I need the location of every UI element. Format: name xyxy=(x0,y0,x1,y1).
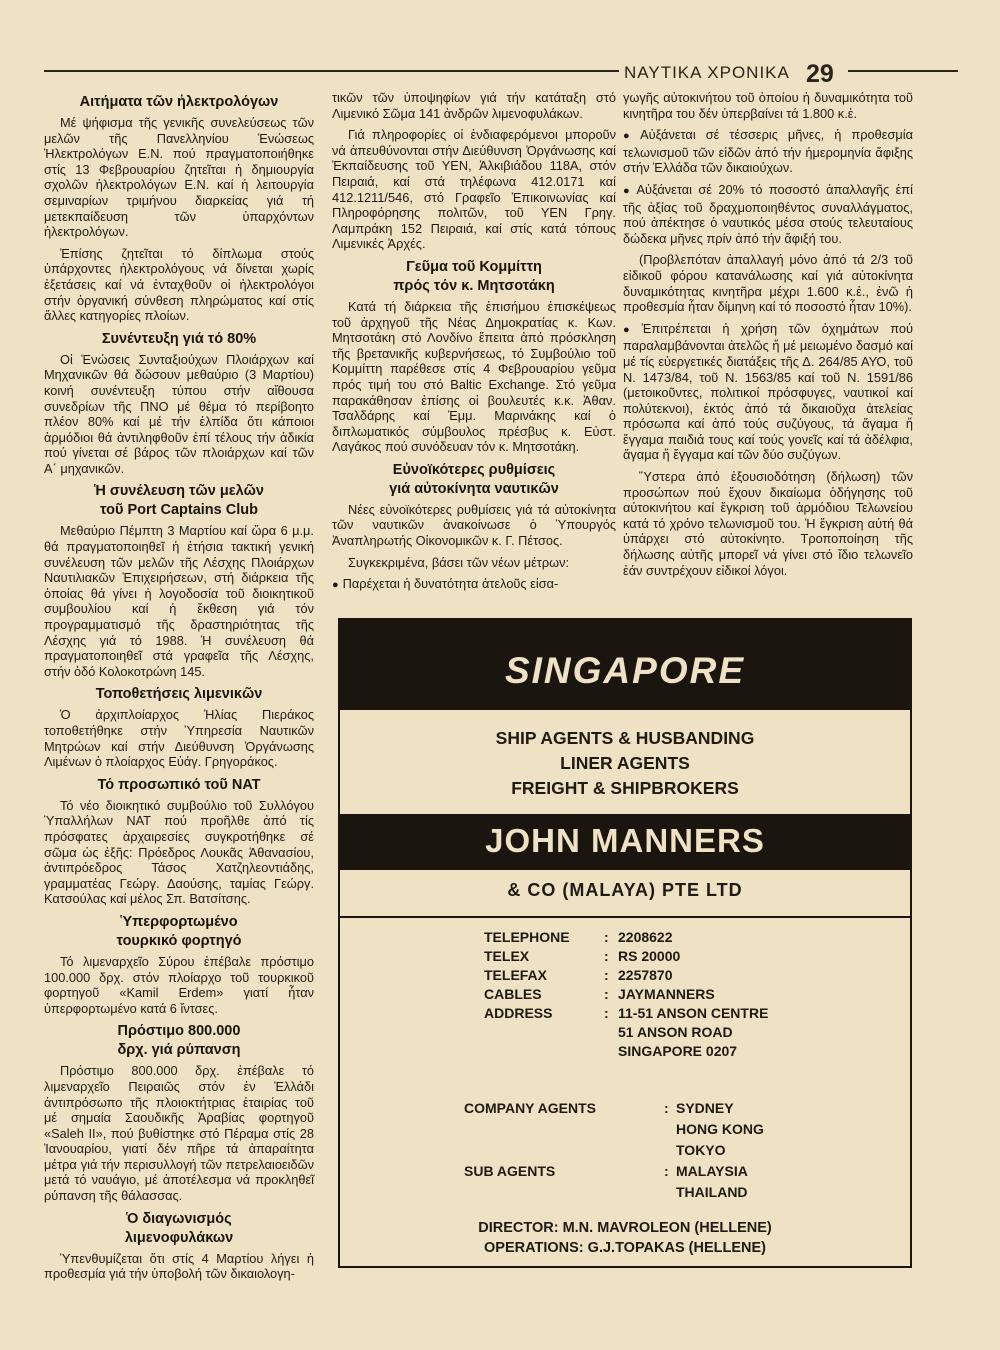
heading-line: λιμενοφυλάκων xyxy=(124,1229,234,1246)
ad-service-line: LINER AGENTS xyxy=(560,753,690,773)
agents-colon: : xyxy=(664,1163,669,1179)
paragraph: Μέ ψήφισμα τῆς γενικῆς συνελεύσεως τῶν μελῶν τῆς Πανελληνίου Ἑνώσεως Ἡλεκτρολόγων Ε.Ν. πού πραγματοποιήθηκε στίς 13 Φεβρουαρίου ζητεῖται ἡ δημιουργία σχολῶν ἠλεκτρολόγων Ε.Ν. καί ἡ λειτουργία σεμιναρίων τριμήνου διαρκείας γιά τή μετεκπαίδευση τῶν ὑπαρχόντων ἠλεκτρολόγων. xyxy=(44,115,314,240)
heading-line: πρός τόν κ. Μητσοτάκη xyxy=(393,277,555,294)
contact-colon: : xyxy=(604,986,609,1002)
agents-colon: : xyxy=(664,1100,669,1116)
agent-location: HONG KONG xyxy=(676,1121,764,1137)
bullet-paragraph xyxy=(623,127,913,176)
contact-row xyxy=(484,928,818,947)
contact-label: TELEPHONE xyxy=(484,929,570,945)
heading-line: Πρόστιμο 800.000 xyxy=(117,1023,241,1040)
contact-row xyxy=(484,985,818,1004)
heading-electricians: Αιτήματα τῶν ἠλεκτρολόγων xyxy=(79,94,279,110)
heading-guards-competition xyxy=(44,1210,314,1248)
bullet-icon: ● xyxy=(332,579,339,592)
heading-line: δρχ. γιά ρύπανση xyxy=(117,1042,241,1059)
company-agents-label: COMPANY AGENTS xyxy=(464,1100,596,1116)
heading-port-captains-club xyxy=(44,482,314,520)
ad-company-banner: JOHN MANNERS xyxy=(340,814,910,870)
ad-services xyxy=(340,710,910,814)
heading-line: Ἡ συνέλευση τῶν μελῶν xyxy=(93,483,264,500)
column-1 xyxy=(44,90,314,1288)
column-2 xyxy=(332,90,616,600)
heading-line: τοῦ Port Captains Club xyxy=(100,502,258,519)
contact-value: 2257870 xyxy=(618,967,673,983)
paragraph: Τό λιμεναρχεῖο Σύρου ἐπέβαλε πρόστιμο 100.000 δρχ. στόν πλοίαρχο τοῦ τουρκικοῦ φορτηγοῦ «Kamil Erdem» γιατί ἦταν ὑπερφορτωμένο κατά 6 ἴντσες. xyxy=(44,953,314,1016)
header-rule-right xyxy=(848,70,958,72)
paragraph: γωγῆς αὐτοκινήτου τοῦ ὁποίου ἡ δυναμικότητα τοῦ κινητῆρα του δέν ὑπερβαίνει τά 1.800 κ.ἑ. xyxy=(623,90,913,121)
contact-label: ADDRESS xyxy=(484,1005,553,1021)
paragraph: Συγκεκριμένα, βάσει τῶν νέων μέτρων: xyxy=(348,554,570,570)
paragraph: τικῶν τῶν ὑποψηφίων γιά τήν κατάταξη στό Λιμενικό Σῶμα 141 ἀνδρῶν λιμενοφυλάκων. xyxy=(332,90,616,121)
ad-staff-block xyxy=(340,1218,910,1258)
paragraph: Νέες εὐνοϊκότερες ρυθμίσεις γιά τά αὐτοκίνητα τῶν ναυτικῶν ἀνακοίνωσε ὁ Ὑπουργός Ἀναπληρωτής Οἰκονομικῶν κ. Γ. Πέτσος. xyxy=(332,501,616,549)
bullet-text: Αὐξάνεται σέ 20% τό ποσοστό ἀπαλλαγῆς ἐπί τῆς ἀξίας τοῦ δραχμοποιηθέντος συναλλάγματος, πού ἀπέκτησε ὁ ναυτικός μέσα στούς τελευταίους δώδεκα μῆνες πρίν ἀπό τήν ἄφιξή του. xyxy=(623,181,913,246)
contact-value: 2208622 xyxy=(618,929,673,945)
agents-row xyxy=(464,1140,764,1161)
heading-car-regulations xyxy=(332,461,616,499)
paragraph: Ὕστερα ἀπό ἐξουσιοδότηση (δήλωση) τῶν προσώπων πού ἔχουν δικαίωμα ὁδήγησης τοῦ αὐτοκινήτου καί ἔγκριση τοῦ ἁρμόδιου Τελωνείου κατά τό χρόνο τελωνισμοῦ του. Ἡ ἔγκριση αὐτή θά ὑπάρχει στό αὐτοκίνητο. Τροποποίηση τῆς δήλωσης αὐτῆς μπορεῖ νά γίνει στό ἴδιο τελωνεῖο ἐάν συντρέχουν εἰδικοί λόγοι. xyxy=(623,469,913,578)
agent-location: THAILAND xyxy=(676,1184,748,1200)
bullet-paragraph xyxy=(623,182,913,246)
heading-overloaded-freighter xyxy=(44,913,314,951)
agents-row xyxy=(464,1161,764,1182)
address-line: SINGAPORE 0207 xyxy=(618,1043,738,1059)
bullet-text: Ἐπιτρέπεται ἡ χρήση τῶν ὀχημάτων πού παραλαμβάνονται ἀτελῶς ἤ μέ μειωμένο δασμό καί μέ τίς εὐεργετικές διατάξεις τῆς Δ. 264/85 ΑΥΟ, τοῦ Ν. 1473/84, τοῦ Ν. 1563/85 καί τοῦ Ν. 1591/86 (μετοικοῦντες, πολιτικοί πρόσφυγες, ναυτικοί καί πολύτεκνοι), ἐκτός ἀπό τά δικαιοῦχα ἀτελείας πρόσωπα καί ἀπό τούς συζύγους, τά ἄγαμα ἤ ἔγγαμα παιδιά τους καί τούς γονεῖς καί τά ἀδέλφια, ἄγαμα ἤ ἔγγαμα καί τῶν δύο συζύγων. xyxy=(623,320,913,463)
bullet-text: Αὐξάνεται σέ τέσσερις μῆνες, ἡ προθεσμία τελωνισμοῦ τῶν εἰδῶν ἀπό τήν ἡμερομηνία ἄφιξης στήν Ἑλλάδα τῶν δικαιούχων. xyxy=(623,127,913,176)
heading-press-conference: Συνέντευξη γιά τό 80% xyxy=(101,330,257,347)
heading-port-appointments: Τοποθετήσεις λιμενικῶν xyxy=(95,686,263,703)
bullet-icon: ● xyxy=(623,130,637,143)
ad-divider xyxy=(340,916,910,918)
agent-location: SYDNEY xyxy=(676,1100,734,1116)
agent-location: MALAYSIA xyxy=(676,1163,748,1179)
page-number: 29 xyxy=(806,60,834,88)
paragraph: Πρόστιμο 800.000 δρχ. ἐπέβαλε τό λιμεναρχεῖο Πειραιῶς στόν ἐν Ἑλλάδι ἀντιπρόσωπο τῆς πλοιοκτήτριας ἑταιρίας τοῦ μέ σημαία Σαουδικῆς Ἀραβίας φορτηγοῦ «Saleh II», πού βυθίστηκε στό Πέραμα στίς 28 Ἰανουαρίου, γιατί δέν πῆρε τά ἀπαραίτητα μέτρα γιά τήν περισυλλογή τῶν πετρελαιοειδῶν μετά τό ναυάγιο, μέ ἀποτέλεσμα νά προκληθεῖ ρύπανση τῆς θάλασσας. xyxy=(44,1063,314,1204)
contact-label: TELEX xyxy=(484,948,530,964)
director-line: DIRECTOR: M.N. MAVROLEON (HELLENE) xyxy=(478,1220,772,1236)
heading-line: γιά αὐτοκίνητα ναυτικῶν xyxy=(389,480,559,497)
paragraph: Ἐπίσης ζητεῖται τό δίπλωμα στούς ὑπάρχοντες ἠλεκτρολόγους νά δίνεται χωρίς ἐξετάσεις καί νά ἐνταχθοῦν οἱ ἠλεκτρολόγοι στήν ὀργανική σύνθεση πληρώματος καί στίς ἄλλες κατηγορίες πλοίων. xyxy=(44,245,314,324)
contact-row xyxy=(484,1004,818,1023)
contact-value: JAYMANNERS xyxy=(618,986,715,1002)
operations-line: OPERATIONS: G.J.TOPAKAS (HELLENE) xyxy=(484,1240,766,1256)
paragraph: Ὁ ἀρχιπλοίαρχος Ἠλίας Πιεράκος τοποθετήθηκε στήν Ὑπηρεσία Ναυτικῶν Μητρώων καί στήν Διεύθυνση Ὀργάνωσης Λιμένων ὁ πλοίαρχος Εὐάγ. Γρηγοράκος. xyxy=(44,707,314,770)
contact-row xyxy=(484,1023,818,1042)
paragraph: Τό νέο διοικητικό συμβούλιο τοῦ Συλλόγου Ὑπαλλήλων ΝΑΤ πού προῆλθε ἀπό τίς πρόσφατες ἀρχαιρεσίες συγκροτήθηκε σέ σῶμα ὡς ἐξῆς: Πρόεδρος Λουκᾶς Ἀθανασίου, ἀντιπρόεδρος Τάσος Χατζηλεοντιάδης, γραμματέας Γεώργ. Δαούσης, ταμίας Γεώργ. Κατσούλας καί μέλος Σπ. Βατσίτσης. xyxy=(44,797,314,907)
heading-line: Εὐνοϊκότερες ρυθμίσεις xyxy=(392,461,556,478)
paragraph: Κατά τή διάρκεια τῆς ἐπισήμου ἐπισκέψεως τοῦ ἀρχηγοῦ τῆς Νέας Δημοκρατίας κ. Κων. Μητσοτάκη στό Λονδίνο ἔπειτα ἀπό πρόσκληση τῆς βρετανικῆς κυβερνήσεως, τό Συμβούλιο τοῦ Κομμίττη παρέθεσε στίς 4 Φεβρουαρίου γεῦμα πρός τιμή του στό Baltic Exchange. Στό γεῦμα παρακάθησαν ἐπίσης οἱ βουλευτές κ.κ. Ἀθαν. Τσαλδάρης καί Ἐμμ. Μαρινάκης καί ὁ διπλωματικός σύμβουλος πρέσβυς κ. Εὐστ. Λαγάκος πού συνόδευαν τόν κ. Μητσοτάκη. xyxy=(332,298,616,455)
bullet-text: Παρέχεται ἡ δυνατότητα ἀτελοῦς εἰσα- xyxy=(342,576,559,592)
contact-colon: : xyxy=(604,929,609,945)
paragraph: Ὑπενθυμίζεται ὅτι στίς 4 Μαρτίου λήγει ἡ προθεσμία γιά τήν ὑποβολή τῶν δικαιολογη- xyxy=(44,1250,314,1282)
heading-line: τουρκικό φορτηγό xyxy=(116,932,242,949)
contact-colon: : xyxy=(604,1005,609,1021)
paragraph: Οἱ Ἑνώσεις Συνταξιούχων Πλοιάρχων καί Μηχανικῶν θά δώσουν μεθαύριο (3 Μαρτίου) κοινή συνέντευξη τύπου στήν αἴθουσα συνεδρίων τῆς ΠΝΟ μέ θέμα τό περίβοητο πλέον 80% καί μέ τήν ἐλπίδα ὅτι κάποιοι ἁρμόδιοι θά ἀντιληφθοῦν ἐπί τέλους τήν ἀδικία πού γίνεται σέ βάρος τῶν πλοιάρχων καί τῶν Α΄ μηχανικῶν. xyxy=(44,351,314,476)
contact-value: RS 20000 xyxy=(618,948,681,964)
paragraph: Γιά πληροφορίες οἱ ἐνδιαφερόμενοι μποροῦν νά ἀπευθύνονται στήν Διεύθυνση Ὀργάνωσης καί Ἐκπαίδευσης τοῦ ΥΕΝ, Ἀλκιβιάδου 118Α, στόν Πειραιά, καί στά τηλέφωνα 412.0171 καί 412.1211/546, στό Γραφεῖο Ἐπικοινωνίας καί Πληροφόρησης πολιτῶν, τοῦ ΥΕΝ Γρηγ. Λαμπράκη 152 Πειραιά, καί στίς κατά τόπους Λιμενικές Ἀρχές. xyxy=(332,127,616,252)
contact-colon: : xyxy=(604,948,609,964)
ad-company-subname: & CO (MALAYA) PTE LTD xyxy=(507,880,743,900)
contact-row xyxy=(484,1042,818,1061)
ad-agents-block xyxy=(464,1098,764,1203)
contact-row xyxy=(484,966,818,985)
advertisement-john-manners xyxy=(338,618,912,1268)
heading-committee-lunch xyxy=(332,258,616,296)
heading-line: Ὁ διαγωνισμός xyxy=(126,1210,232,1227)
bullet-paragraph xyxy=(623,321,913,463)
contact-label: CABLES xyxy=(484,986,542,1002)
agents-row xyxy=(464,1119,764,1140)
heading-pollution-fine xyxy=(44,1022,314,1060)
bullet-paragraph xyxy=(332,576,616,594)
ad-service-line: FREIGHT & SHIPBROKERS xyxy=(511,778,739,798)
ad-details xyxy=(340,916,910,1266)
bullet-icon: ● xyxy=(623,184,633,197)
heading-line: Γεῦμα τοῦ Κομμίττη xyxy=(406,258,542,275)
contact-colon: : xyxy=(604,967,609,983)
contact-value: 11-51 ANSON CENTRE xyxy=(618,1005,769,1021)
address-line: 51 ANSON ROAD xyxy=(618,1024,733,1040)
sub-agents-label: SUB AGENTS xyxy=(464,1163,556,1179)
column-3 xyxy=(623,90,913,584)
ad-service-line: SHIP AGENTS & HUSBANDING xyxy=(495,728,755,748)
paragraph: (Προβλεπόταν ἀπαλλαγή μόνο ἀπό τά 2/3 τοῦ εἰδικοῦ φόρου κατανάλωσης καί γιά αὐτοκίνητα δυναμικότητας κινητῆρα μέχρι 1.600 κ.ἑ., ἐνῶ ἡ προθεσμία ἦταν δίμηνη καί τό ποσοστό ἦταν 10%). xyxy=(623,252,913,315)
magazine-title: ΝΑΥΤΙΚΑ ΧΡΟΝΙΚΑ xyxy=(624,63,790,82)
agents-row xyxy=(464,1098,764,1119)
heading-line: Ὑπερφορτωμένο xyxy=(120,913,238,930)
contact-label: TELEFAX xyxy=(484,967,548,983)
paragraph: Μεθαύριο Πέμπτη 3 Μαρτίου καί ὥρα 6 μ.μ. θά πραγματοποιηθεῖ ἡ ἐτήσια τακτική γενική συνέλευση τῶν μελῶν τῆς Λέσχης Πλοιάρχων Ναυτιλιακῶν Ἐπιχειρήσεων, στή διάρκεια τῆς ὁποίας θά γίνει ἡ λογοδοσία τοῦ διοικητικοῦ συμβουλίου καί ἡ ἔκθεση γιά τόν προγραμματισμό τῆς δραστηριότητας τῆς Λέσχης γιά τό 1988. Ἡ συνέλευση θά πραγματοποιηθεῖ στά γραφεῖα τῆς Λέσχης, στήν ὁδό Κολοκοτρώνη 145. xyxy=(44,523,314,679)
agents-row xyxy=(464,1182,764,1203)
agent-location: TOKYO xyxy=(676,1142,726,1158)
ad-contact-block xyxy=(484,928,818,1061)
header-rule-left xyxy=(44,70,619,72)
contact-row xyxy=(484,947,818,966)
heading-nat-staff: Τό προσωπικό τοῦ ΝΑΤ xyxy=(97,776,261,793)
ad-city-banner: SINGAPORE xyxy=(340,620,910,710)
bullet-icon: ● xyxy=(623,323,638,336)
